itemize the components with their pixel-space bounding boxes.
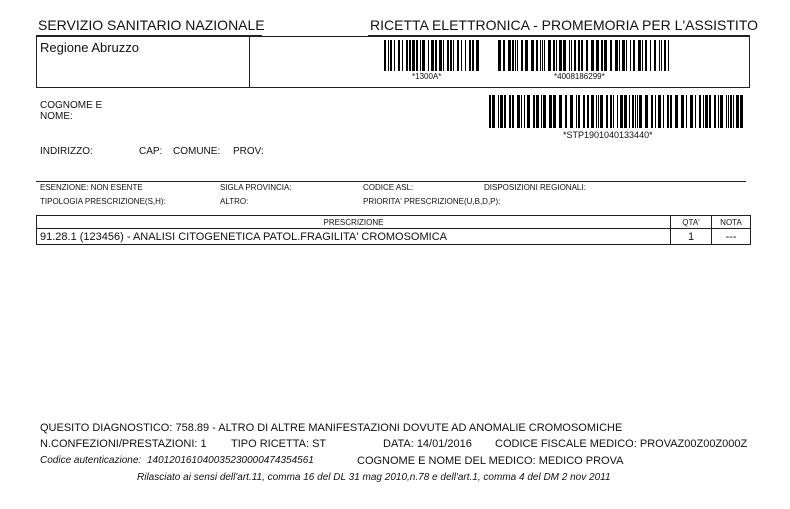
header-right-title: RICETTA ELETTRONICA - PROMEMORIA PER L'ASSISTITO	[370, 17, 759, 33]
barcode-2-text: *4008186299*	[554, 72, 605, 81]
region-divider	[249, 37, 250, 87]
esenzione-label: ESENZIONE: NON ESENTE	[40, 183, 143, 192]
barcode-2	[498, 40, 670, 71]
cell-nota: ---	[712, 229, 751, 245]
sigla-provincia-label: SIGLA PROVINCIA:	[220, 183, 292, 192]
codice-fiscale-medico: CODICE FISCALE MEDICO: PROVAZ00Z00Z000Z	[495, 438, 748, 450]
codice-autenticazione-value: 14012016104003523000047435456​1	[147, 455, 314, 466]
indirizzo-label: INDIRIZZO:	[40, 146, 93, 157]
priorita-label: PRIORITA' PRESCRIZIONE(U,B,D,P):	[363, 197, 501, 206]
quesito-diagnostico: QUESITO DIAGNOSTICO: 758.89 - ALTRO DI ALTRE MANIFESTAZIONI DOVUTE AD ANOMALIE CROMOSOMICHE	[40, 422, 623, 434]
prescription-table	[36, 215, 751, 245]
codice-autenticazione-label: Codice autenticazione:	[40, 455, 142, 466]
data: DATA: 14/01/2016	[383, 438, 472, 450]
medico-nome: COGNOME E NOME DEL MEDICO: MEDICO PROVA	[357, 455, 624, 467]
prov-label: PROV:	[233, 146, 264, 157]
rilasciato-note: Rilasciato ai sensi dell'art.11, comma 16 del DL 31 mag 2010,n.78 e dell'art.1, comma 4 del DM 2 nov 2011	[137, 472, 611, 483]
cell-prescrizione: 91.28.1 (123456) - ANALISI CITOGENETICA PATOL.FRAGILITA' CROMOSOMICA	[37, 229, 671, 245]
header-left-title: SERVIZIO SANITARIO NAZIONALE	[38, 17, 265, 33]
barcode-bar	[743, 95, 746, 128]
altro-label: ALTRO:	[220, 197, 249, 206]
table-header-row	[37, 216, 751, 229]
comune-label: COMUNE:	[173, 146, 221, 157]
header-qta: QTA'	[671, 216, 712, 229]
header-nota: NOTA	[712, 216, 751, 229]
barcode-bar	[669, 40, 670, 71]
barcode-3-text: *STP1901040133440*	[563, 130, 653, 140]
region-name: Regione Abruzzo	[40, 40, 140, 55]
barcode-1-text: *1300A*	[412, 72, 442, 81]
cell-qta: 1	[671, 229, 712, 245]
table-row	[37, 229, 751, 245]
nome-label: NOME:	[40, 111, 73, 122]
codice-asl-label: CODICE ASL:	[363, 183, 414, 192]
info-divider	[36, 181, 746, 182]
tipo-ricetta: TIPO RICETTA: ST	[231, 438, 327, 450]
header-prescrizione: PRESCRIZIONE	[37, 216, 671, 229]
tipologia-label: TIPOLOGIA PRESCRIZIONE(S,H):	[40, 197, 166, 206]
barcode-3	[489, 95, 746, 128]
disposizioni-label: DISPOSIZIONI REGIONALI:	[484, 183, 586, 192]
barcode-1	[384, 40, 480, 71]
cognome-label: COGNOME E	[40, 100, 103, 111]
confezioni-prestazioni: N.CONFEZIONI/PRESTAZIONI: 1	[40, 438, 207, 450]
barcode-bar	[479, 40, 480, 71]
cap-label: CAP:	[139, 146, 163, 157]
